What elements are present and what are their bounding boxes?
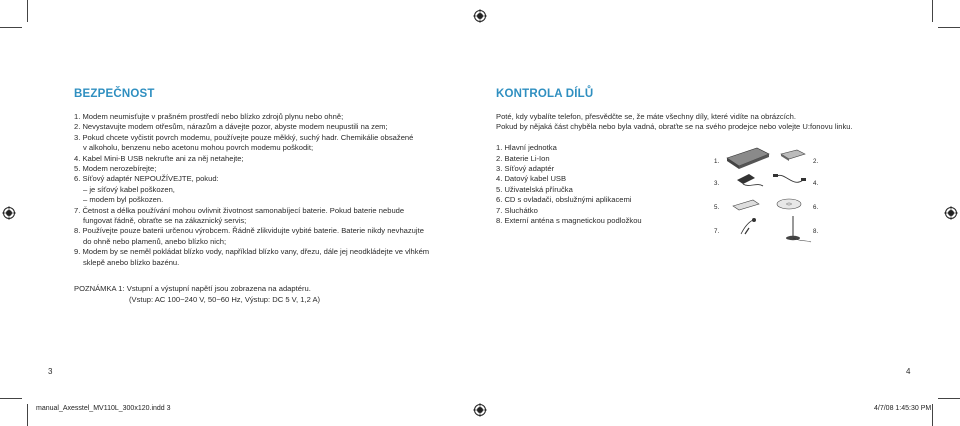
parts-illustration [697, 142, 837, 246]
safety-line: 9. Modem by se neměl pokládat blízko vody, například blízko vany, dřezu, dále jej neodkládejte ve vlhkém [74, 247, 430, 257]
note [74, 284, 320, 305]
footer-date: 4/7/08 1:45:30 PM [874, 405, 932, 412]
figure-label: 6. [813, 204, 819, 211]
safety-line: sklepě anebo blízko bazénu. [83, 257, 180, 267]
parts-list-item: 3. Síťový adaptér [496, 164, 555, 174]
figure-label: 3. [714, 180, 720, 187]
parts-heading: KONTROLA DÍLŮ [496, 88, 594, 100]
parts-list-item: 5. Uživatelská příručka [496, 184, 573, 194]
crop-mark [27, 404, 28, 426]
safety-line: 3. Pokud chcete vyčistit povrch modemu, používejte pouze měkký, suchý hadr. Chemikálie obsažené [74, 132, 414, 142]
crop-mark [0, 27, 22, 28]
page-number: 4 [906, 367, 911, 376]
safety-line: 8. Používejte pouze baterii určenou výrobcem. Řádně zlikvidujte vybité baterie. Baterie nikdy nevhazujte [74, 226, 424, 236]
figure-label: 7. [714, 228, 720, 235]
figure-label: 4. [813, 180, 819, 187]
registration-mark-icon [473, 403, 487, 417]
user-manual-icon [733, 200, 759, 210]
safety-line: 5. Modem nerozebírejte; [74, 164, 157, 174]
footer-file-name: manual_Axesstel_MV110L_300x120.indd 3 [36, 405, 171, 412]
safety-list [74, 112, 466, 268]
parts-list-item: 1. Hlavní jednotka [496, 143, 557, 153]
figure-label: 2. [813, 158, 819, 165]
cd-icon [777, 199, 801, 209]
figure-label: 1. [714, 158, 720, 165]
usb-cable-icon [773, 174, 806, 182]
parts-drawing [697, 142, 837, 246]
intro-line: Pokud by nějaká část chyběla nebo byla vadná, obraťte se na svého prodejce nebo volejte U:fonovu linku. [496, 122, 853, 132]
intro-line: Poté, kdy vybalíte telefon, přesvědčte se, že máte všechny díly, které vidíte na obrázcích. [496, 112, 796, 121]
main-unit-icon [727, 148, 769, 169]
safety-line: do ohně nebo plamenů, anebo blízko nich; [83, 236, 227, 246]
power-adapter-icon [737, 174, 763, 186]
safety-line: – je síťový kabel poškozen, [83, 184, 175, 194]
antenna-icon [786, 216, 811, 242]
crop-mark [932, 404, 933, 426]
registration-mark-icon [2, 206, 16, 220]
note-line: POZNÁMKA 1: Vstupní a výstupní napětí jsou zobrazena na adaptéru. [74, 284, 311, 293]
safety-line: 1. Modem neumisťujte v prašném prostředí nebo blízko zdrojů plynu nebo ohně; [74, 112, 344, 121]
registration-mark-icon [473, 9, 487, 23]
crop-mark [0, 398, 22, 399]
parts-list-item: 4. Datový kabel USB [496, 174, 567, 184]
figure-label: 5. [714, 204, 720, 211]
earphone-icon [741, 218, 756, 234]
parts-list-item: 2. Baterie Li-Ion [496, 153, 550, 163]
crop-mark [932, 0, 933, 22]
crop-mark [938, 27, 960, 28]
page-number: 3 [48, 367, 53, 376]
safety-line: 7. Četnost a délka používání mohou ovlivnit životnost samonabíjecí baterie. Pokud baterie nebude [74, 205, 405, 215]
safety-line: 2. Nevystavujte modem otřesům, nárazům a dávejte pozor, abyste modem neupustili na zem; [74, 122, 388, 132]
parts-list-item: 7. Sluchátko [496, 205, 538, 215]
battery-icon [781, 150, 805, 161]
registration-mark-icon [944, 206, 958, 220]
parts-list-item: 8. Externí anténa s magnetickou podložkou [496, 216, 642, 226]
safety-line: v alkoholu, benzenu nebo acetonu mohou povrch modemu poškodit; [83, 143, 314, 153]
parts-list-item: 6. CD s ovladači, obslužnými aplikacemi [496, 195, 632, 205]
safety-line: 6. Síťový adaptér NEPOUŽÍVEJTE, pokud: [74, 174, 219, 184]
note-line: (Vstup: AC 100~240 V, 50~60 Hz, Výstup: DC 5 V, 1,2 A) [129, 294, 321, 304]
crop-mark [27, 0, 28, 22]
safety-line: – modem byl poškozen. [83, 195, 164, 205]
safety-line: 4. Kabel Mini-B USB nekruťte ani za něj netahejte; [74, 153, 244, 163]
figure-label: 8. [813, 228, 819, 235]
safety-line: fungovat řádně, obraťte se na zákaznický servis; [83, 216, 247, 226]
crop-mark [938, 398, 960, 399]
safety-heading: BEZPEČNOST [74, 88, 155, 100]
